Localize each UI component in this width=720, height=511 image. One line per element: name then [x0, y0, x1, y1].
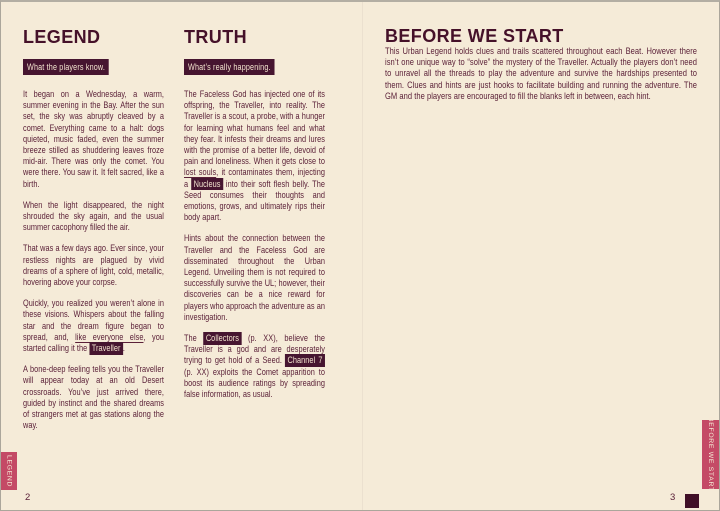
paragraph	[184, 333, 325, 400]
section-before-we-start	[385, 27, 697, 112]
page-number-right: 3	[670, 492, 676, 503]
kicker-label: What’s really happening.	[184, 59, 275, 75]
kicker-label: What the players know.	[23, 59, 109, 75]
highlight-term[interactable]: Channel 7	[285, 354, 325, 367]
text-run: , it contaminates them, injecting a	[184, 167, 325, 189]
text-run: This Urban Legend holds clues and trails scattered throughout each Beat. However there isn’t one unique way to “solve” the mystery of the Traveller. Actually the players don’t need to unravel all the threads to play the adventure and survive the hardships presented to them. Clues and hints are just hooks to facilitate building and running the adventure. The GM and the players are encouraged to fill the blanks left in between, each hint.	[385, 46, 698, 101]
page-number-left: 2	[25, 492, 31, 503]
section-truth	[184, 28, 325, 410]
paragraph	[184, 233, 325, 323]
section-title: TRUTH	[184, 27, 247, 47]
paragraph	[23, 89, 164, 190]
section-title: BEFORE WE START	[385, 26, 564, 46]
side-tab-legend[interactable]	[1, 452, 17, 490]
text-run: , you started calling it the	[23, 331, 164, 354]
section-body	[385, 46, 697, 102]
text-run: It began on a Wednesday, a warm, summer evening in the Bay. After the sun set, the sky was abruptly cleaved by a comet. Everything came to a halt: dogs quieted, music faded, even the summer breeze stilled as shuddering leaves froze mid-air. There was only the comet. You were there. You saw it. It felt sacred, like a birth.	[23, 89, 164, 189]
paragraph	[23, 364, 164, 431]
section-legend	[23, 28, 164, 441]
cross-reference-link[interactable]: lost souls	[184, 167, 217, 178]
section-body	[23, 89, 164, 431]
text-run: (p. XX), believe the Traveller is a god and are desperately trying to get hold of a Seed.	[184, 333, 325, 366]
paragraph	[385, 46, 697, 102]
text-run: Hints about the connection between the Traveller and the Faceless God are disseminated throughout the Urban Legend. Unveiling them is not required to successfully survive the UL; however, their discoveries can be a nice reward for players who approach the adventure as an investigation.	[184, 233, 325, 322]
page-gutter	[362, 2, 363, 511]
text-run: A bone-deep feeling tells you the Traveller will appear today at an old Desert crossroads. You’ve just arrived there, guided by instinct and the shared dreams of strangers met at gas stations along the way.	[23, 364, 164, 431]
text-run: Quickly, you realized you weren’t alone in these visions. Whispers about the falling star and the dream figure began to spread, and,	[23, 298, 164, 342]
highlight-term[interactable]: Traveller	[89, 342, 123, 355]
cross-reference-link[interactable]: like everyone else	[75, 331, 144, 342]
side-tab-label: BEFORE WE START	[707, 417, 714, 492]
paragraph	[23, 298, 164, 354]
text-run: (p. XX) exploits the Comet apparition to boost its audience ratings by spreading false information, as usual.	[184, 366, 325, 400]
text-run: The	[184, 333, 204, 344]
paragraph	[23, 200, 164, 234]
highlight-term[interactable]: Collectors	[203, 332, 241, 345]
text-run: That was a few days ago. Ever since, your restless nights are plagued by vivid dreams of a sphere of light, cold, metallic, hovering above your corpse.	[23, 243, 164, 288]
text-run: .	[122, 343, 125, 354]
side-tab-before-we-start[interactable]	[702, 417, 719, 492]
text-run: When the light disappeared, the night shrouded the sky again, and the usual summer cacophony filled the air.	[23, 199, 164, 233]
text-run: The Faceless God has injected one of its offspring, the Traveller, into reality. The Traveller is a scout, a probe, with a hunger for learning what humans feel and what they fear. It infests their dreams and lures with the promise of a better life, devoid of pain and loneliness. When it gets close to	[184, 89, 325, 167]
side-tab-label: LEGEND	[5, 454, 13, 488]
paragraph	[184, 89, 325, 223]
paragraph	[23, 243, 164, 288]
section-title: LEGEND	[23, 27, 101, 47]
section-body	[184, 89, 325, 400]
text-run: into their soft flesh belly. The Seed consumes their thoughts and emotions, grows, and ultimately rips their body apart.	[184, 178, 325, 223]
chapter-marker-square	[685, 494, 699, 508]
highlight-term[interactable]: Nucleus	[191, 178, 223, 191]
